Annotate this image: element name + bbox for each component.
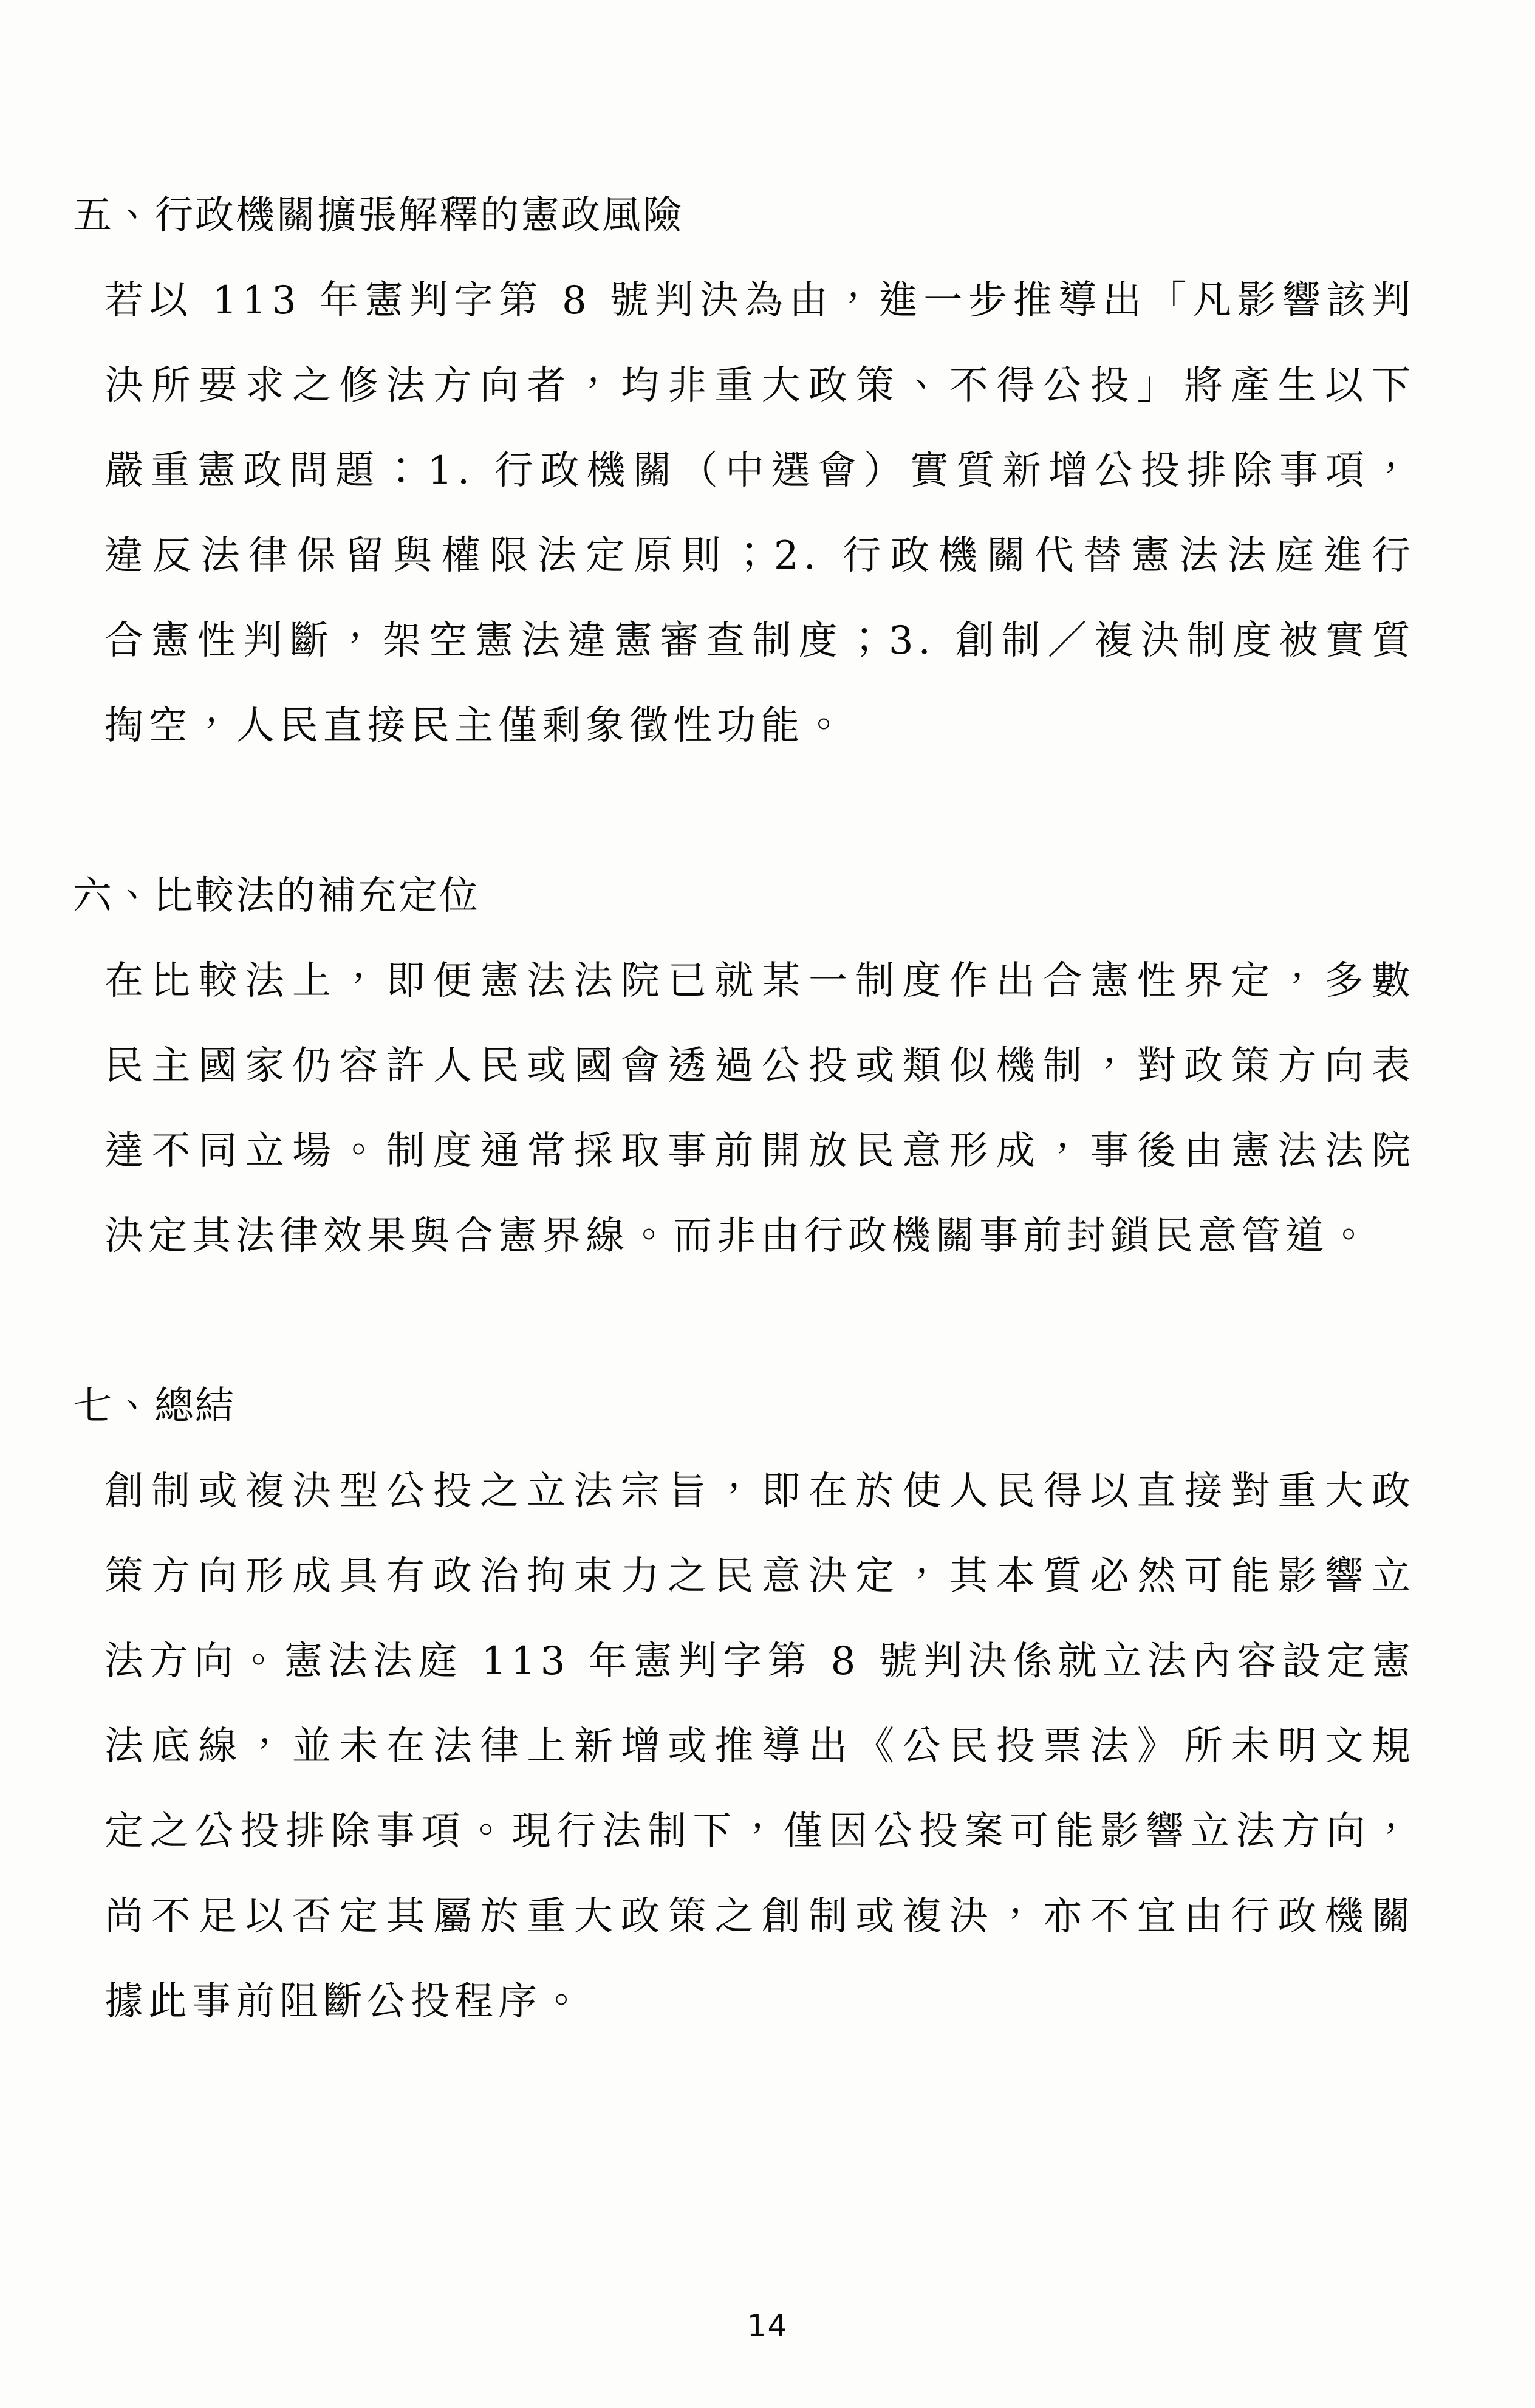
body-line: 在比較法上，即便憲法法院已就某一制度作出合憲性界定，多數: [104, 959, 1415, 1004]
body-line: 決所要求之修法方向者，均非重大政策、不得公投」將產生以下: [104, 363, 1415, 408]
document-section: [0, 853, 1535, 1279]
body-line: 定之公投排除事項。現行法制下，僅因公投案可能影響立法方向，: [104, 1809, 1415, 1854]
body-line: 掏空，人民直接民主僅剩象徵性功能。: [104, 703, 848, 748]
document-section: [0, 173, 1535, 768]
body-line: 若以 113 年憲判字第 8 號判決為由，進一步推導出「凡影響該判: [104, 278, 1415, 323]
section-heading: 七、總結: [73, 1384, 236, 1429]
body-line: 違反法律保留與權限法定原則；2. 行政機關代替憲法法庭進行: [104, 533, 1415, 578]
section-heading: 六、比較法的補充定位: [73, 874, 480, 918]
body-line: 嚴重憲政問題：1. 行政機關（中選會）實質新增公投排除事項，: [104, 448, 1415, 493]
body-line: 民主國家仍容許人民或國會透過公投或類似機制，對政策方向表: [104, 1044, 1415, 1089]
page-number: 14: [747, 2308, 788, 2344]
body-line: 法方向。憲法法庭 113 年憲判字第 8 號判決係就立法內容設定憲: [104, 1639, 1415, 1684]
body-line: 策方向形成具有政治拘束力之民意決定，其本質必然可能影響立: [104, 1554, 1415, 1599]
body-line: 創制或複決型公投之立法宗旨，即在於使人民得以直接對重大政: [104, 1469, 1415, 1514]
body-line: 達不同立場。制度通常採取事前開放民意形成，事後由憲法法院: [104, 1129, 1415, 1174]
body-line: 據此事前阻斷公投程序。: [104, 1979, 586, 2024]
document-section: [0, 1364, 1535, 2044]
body-line: 法底線，並未在法律上新增或推導出《公民投票法》所未明文規: [104, 1724, 1415, 1769]
body-line: 合憲性判斷，架空憲法違憲審查制度；3. 創制／複決制度被實質: [104, 618, 1415, 663]
body-line: 尚不足以否定其屬於重大政策之創制或複決，亦不宜由行政機關: [104, 1894, 1415, 1939]
section-heading: 五、行政機關擴張解釋的憲政風險: [73, 193, 683, 238]
body-line: 決定其法律效果與合憲界線。而非由行政機關事前封鎖民意管道。: [104, 1214, 1373, 1259]
